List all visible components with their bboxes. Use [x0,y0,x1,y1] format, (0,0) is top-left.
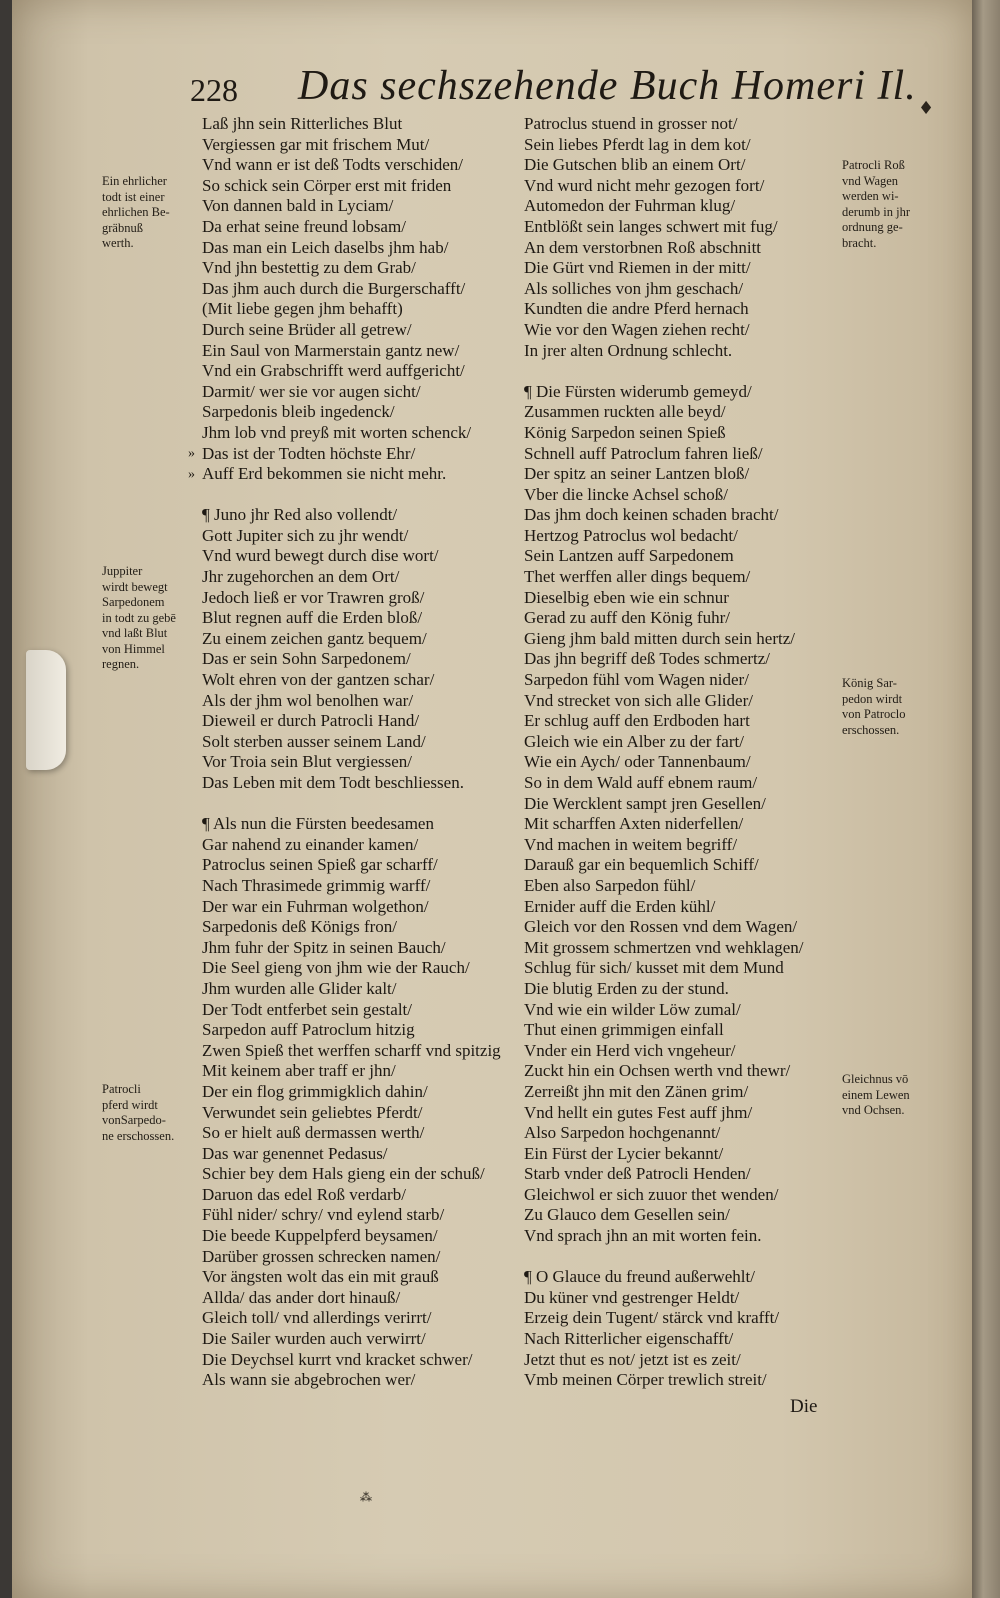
verse-line: Du küner vnd gestrenger Heldt/ [524,1287,740,1307]
verse-line: Automedon der Fuhrman klug/ [524,196,736,216]
verse-line: Schnell auff Patroclum fahren ließ/ [524,443,763,463]
verse-line: Vnd strecket von sich alle Glider/ [524,690,753,710]
verse-line: Zuckt hin ein Ochsen werth vnd thewr/ [524,1061,791,1081]
verse-line: Mit scharffen Axten niderfellen/ [524,814,744,834]
verse-line: Sein liebes Pferdt lag in dem kot/ [524,134,751,154]
gloss-line: vnd Ochsen. [842,1103,905,1117]
gloss-line: Patrocli [102,1082,141,1096]
gloss-line: von Himmel [102,641,165,656]
verse-line: Sarpedon fühl vom Wagen nider/ [524,670,749,690]
gloss-line: einem Lewen [842,1087,910,1102]
gloss-line: bracht. [842,235,877,250]
gloss-line: Ein ehrlicher [102,174,167,188]
verse-line: ¶ Als nun die Fürsten beedesamen [202,814,434,834]
verse-line: Gleichwol er sich zuuor thet wenden/ [524,1184,779,1204]
gloss-line: pferd wirdt [102,1097,158,1112]
verse-line: Die Sailer wurden auch verwirrt/ [202,1329,426,1349]
verse-line: Darüber grossen schrecken namen/ [202,1246,441,1266]
gloss-line: Sarpedonem [102,595,165,609]
catchword: Die [790,1396,818,1417]
page-clip [26,650,66,770]
verse-line: Jetzt thut es not/ jetzt ist es zeit/ [524,1349,741,1369]
verse-line: Sarpedon auff Patroclum hitzig [202,1020,415,1040]
verse-line: Daruon das edel Roß verdarb/ [202,1184,406,1204]
running-title: Das sechszehende Buch Homeri Il. [298,63,917,109]
verse-line: Gleich wie ein Alber zu der fart/ [524,731,744,751]
verse-line: ¶ Die Fürsten widerumb gemeyd/ [524,381,752,401]
stanza-gap [524,1247,824,1268]
verse-line: An dem verstorbnen Roß abschnitt [524,237,762,257]
verse-line: Vnd jhn bestettig zu dem Grab/ [202,258,416,278]
gloss-line: in todt zu gebē [102,610,176,625]
verse-line: Die Seel gieng von jhm wie der Rauch/ [202,958,470,978]
verse-line: Schier bey dem Hals gieng ein der schuß/ [202,1164,485,1184]
verse-line: Patroclus seinen Spieß gar scharff/ [202,855,438,875]
verse-line: Starb vnder deß Patrocli Henden/ [524,1164,751,1184]
verse-line: Nach Ritterlicher eigenschafft/ [524,1329,734,1349]
margin-gloss-left-1 [102,174,200,252]
verse-line: Die Wercklent sampt jren Gesellen/ [524,793,766,813]
verse-line: Der spitz an seiner Lantzen bloß/ [524,464,750,484]
verse-line: Vnd wurd nicht mehr gezogen fort/ [524,175,765,195]
verse-line: (Mit liebe gegen jhm behafft) [202,299,403,319]
verse-line: Der war ein Fuhrman wolgethon/ [202,896,429,916]
verse-line: Vor ängsten wolt das ein mit grauß [202,1267,439,1287]
quote-mark: » [188,467,195,482]
verse-line: Vor Troia sein Blut vergiessen/ [202,752,412,772]
verse-line: Ernider auff die Erden kühl/ [524,896,716,916]
verse-line: Jedoch ließ er vor Trawren groß/ [202,587,425,607]
verse-line: So schick sein Cörper erst mit friden [202,175,452,195]
verse-line: Als wann sie abgebrochen wer/ [202,1370,416,1390]
verse-line: Ein Fürst der Lycier bekannt/ [524,1143,724,1163]
verse-line: Das jhn begriff deß Todes schmertz/ [524,649,771,669]
verse-line: Schlug für sich/ kusset mit dem Mund [524,958,784,978]
verse-line: Thut einen grimmigen einfall [524,1020,724,1040]
gloss-line: pedon wirdt [842,691,903,706]
verse-line: Der ein flog grimmigklich dahin/ [202,1081,428,1101]
verse-line: Darmit/ wer sie vor augen sicht/ [202,381,421,401]
verse-line: König Sarpedon seinen Spieß [524,422,726,442]
top-ornament: ♦ [918,98,935,119]
gloss-line: todt ist einer [102,189,165,204]
gloss-line: König Sar- [842,676,897,690]
verse-line: Als solliches von jhm geschach/ [524,278,744,298]
verse-line: Die Deychsel kurrt vnd kracket schwer/ [202,1349,473,1369]
margin-gloss-left-3 [102,1082,200,1144]
stanza-gap [202,794,512,815]
verse-line: Laß jhn sein Ritterliches Blut [202,114,403,133]
verse-line: Auff Erd bekommen sie nicht mehr. [202,464,447,484]
verse-line: Vergiessen gar mit frischem Mut/ [202,134,430,154]
verse-line: Kundten die andre Pferd hernach [524,299,749,319]
margin-gloss-right-1 [842,158,952,251]
gloss-line: Patrocli Roß [842,158,905,172]
verse-line: Zwen Spieß thet werffen scharff vnd spitzig [202,1040,501,1060]
gloss-line: ehrlichen Be- [102,205,170,219]
verse-line: Vnd ein Grabschrifft werd auffgericht/ [202,361,465,381]
verse-line: Sarpedonis bleib ingedenck/ [202,402,395,422]
verse-line: Gerad zu auff den König fuhr/ [524,608,730,628]
verse-line: Das war genennet Pedasus/ [202,1143,388,1163]
verse-line: Vnd machen in weitem begriff/ [524,834,738,854]
verse-line: Das Leben mit dem Todt beschliessen. [202,773,464,792]
verse-line: Dieselbig eben wie ein schnur [524,587,729,607]
verse-line: Vnd wurd bewegt durch dise wort/ [202,546,439,566]
verse-line: Zusammen ruckten alle beyd/ [524,402,726,422]
gloss-line: Gleichnus vō [842,1072,909,1086]
verse-line: Vber die lincke Achsel schoß/ [524,484,728,504]
quote-mark: » [188,446,195,461]
verse-line: In jrer alten Ordnung schlecht. [524,340,733,360]
verse-line: Hertzog Patroclus wol bedacht/ [524,525,738,545]
verse-line: Gleich toll/ vnd allerdings verirrt/ [202,1308,432,1328]
verse-line: Zu Glauco dem Gesellen sein/ [524,1205,730,1225]
verse-line: Vnd wie ein wilder Löw zumal/ [524,999,741,1019]
verse-line: Die blutig Erden zu der stund. [524,978,729,998]
gloss-line: vnd laßt Blut [102,626,168,640]
right-verse-column [524,114,824,1391]
verse-line: Wolt ehren von der gantzen schar/ [202,670,435,690]
verse-line: So er hielt auß dermassen werth/ [202,1123,425,1143]
verse-line: Blut regnen auff die Erden bloß/ [202,608,423,628]
verse-line: Nach Thrasimede grimmig warff/ [202,875,431,895]
left-verse-column [202,114,512,1391]
verse-line: Patroclus stuend in grosser not/ [524,114,738,133]
verse-line: Die beede Kuppelpferd beysamen/ [202,1226,438,1246]
gloss-line: vnd Wagen [842,173,899,188]
verse-line: Jhm lob vnd preyß mit worten schenck/ [202,422,472,442]
verse-line: Fühl nider/ schry/ vnd eylend starb/ [202,1205,445,1225]
gloss-line: wirdt bewegt [102,579,168,594]
verse-line: Eben also Sarpedon fühl/ [524,875,696,895]
verse-line: Allda/ das ander dort hinauß/ [202,1287,401,1307]
verse-line: Die Gutschen blib an einem Ort/ [524,155,746,175]
gloss-line: ordnung ge- [842,220,903,234]
verse-line: Da erhat seine freund lobsam/ [202,216,406,236]
verse-line: So in dem Wald auff ebnem raum/ [524,773,758,792]
verse-line: Dieweil er durch Patrocli Hand/ [202,711,420,731]
gloss-line: derumb in jhr [842,204,911,219]
page-number: 228 [190,72,238,108]
verse-line: Erzeig dein Tugent/ stärck vnd krafft/ [524,1308,780,1328]
gloss-line: werden wi- [842,189,899,203]
verse-line: Sein Lantzen auff Sarpedonem [524,546,734,566]
verse-line: Der Todt entferbet sein gestalt/ [202,999,412,1019]
verse-line: Wie vor den Wagen ziehen recht/ [524,319,750,339]
margin-gloss-right-2 [842,676,952,738]
running-header [190,58,935,119]
verse-line: Entblößt sein langes schwert mit fug/ [524,216,778,236]
verse-line: Vnd hellt ein gutes Fest auff jhm/ [524,1102,753,1122]
verse-line: Zu einem zeichen gantz bequem/ [202,628,427,648]
margin-gloss-left-2 [102,564,200,673]
verse-line: Gott Jupiter sich zu jhr wendt/ [202,525,409,545]
verse-line: Ein Saul von Marmerstain gantz new/ [202,340,460,360]
verse-line: Mit keinem aber traff er jhn/ [202,1061,396,1081]
verse-line: Das man ein Leich daselbs jhm hab/ [202,237,449,257]
verse-line: Gieng jhm bald mitten durch sein hertz/ [524,628,795,648]
verse-line: Vnder ein Herd vich vngeheur/ [524,1040,736,1060]
verse-line: Wie ein Aych/ oder Tannenbaum/ [524,752,751,772]
stanza-gap [524,361,824,382]
gloss-line: Juppiter [102,564,143,578]
verse-line: Gleich vor den Rossen vnd dem Wagen/ [524,917,798,937]
verse-line: Das er sein Sohn Sarpedonem/ [202,649,411,669]
verse-line: Mit grossem schmertzen vnd wehklagen/ [524,937,804,957]
verse-line: ¶ O Glauce du freund außerwehlt/ [524,1267,755,1287]
verse-line: Das jhm doch keinen schaden bracht/ [524,505,779,525]
verse-line: Vmb meinen Cörper trewlich streit/ [524,1370,767,1390]
gloss-line: werth. [102,236,134,250]
verse-line: Durch seine Brüder all getrew/ [202,319,412,339]
gloss-line: von Patroclo [842,707,906,721]
gloss-line: erschossen. [842,722,900,737]
verse-line: Von dannen bald in Lyciam/ [202,196,394,216]
stanza-gap [202,485,512,506]
verse-line: Jhm fuhr der Spitz in seinen Bauch/ [202,937,446,957]
verse-line: ¶ Juno jhr Red also vollendt/ [202,505,398,525]
verse-line: Jhr zugehorchen an dem Ort/ [202,567,400,587]
gloss-line: ne erschossen. [102,1128,175,1143]
verse-line: Gar nahend zu einander kamen/ [202,834,419,854]
foot-ornament: ⁂ [360,1490,372,1504]
verse-line: Sarpedonis deß Königs fron/ [202,917,398,937]
gloss-line: regnen. [102,657,140,671]
verse-line: Thet werffen aller dings bequem/ [524,567,751,587]
verse-line: Verwundet sein geliebtes Pferdt/ [202,1102,423,1122]
verse-line: Das ist der Todten höchste Ehr/ [202,443,416,463]
verse-line: Darauß gar ein bequemlich Schiff/ [524,855,759,875]
verse-line: Solt sterben ausser seinem Land/ [202,731,426,751]
verse-line: Die Gürt vnd Riemen in der mitt/ [524,258,751,278]
verse-line: Vnd sprach jhn an mit worten fein. [524,1226,762,1246]
gloss-line: gräbnuß [102,220,143,235]
verse-line: Zerreißt jhn mit den Zänen grim/ [524,1081,749,1101]
verse-line: Als der jhm wol benolhen war/ [202,690,414,710]
verse-line: Jhm wurden alle Glider kalt/ [202,978,397,998]
verse-line: Das jhm auch durch die Burgerschafft/ [202,278,466,298]
book-page-edge [972,0,1000,1598]
verse-line: Vnd wann er ist deß Todts verschiden/ [202,155,464,175]
margin-gloss-right-3 [842,1072,952,1119]
gloss-line: vonSarpedo- [102,1113,166,1127]
verse-line: Er schlug auff den Erdboden hart [524,711,750,731]
verse-line: Also Sarpedon hochgenannt/ [524,1123,721,1143]
